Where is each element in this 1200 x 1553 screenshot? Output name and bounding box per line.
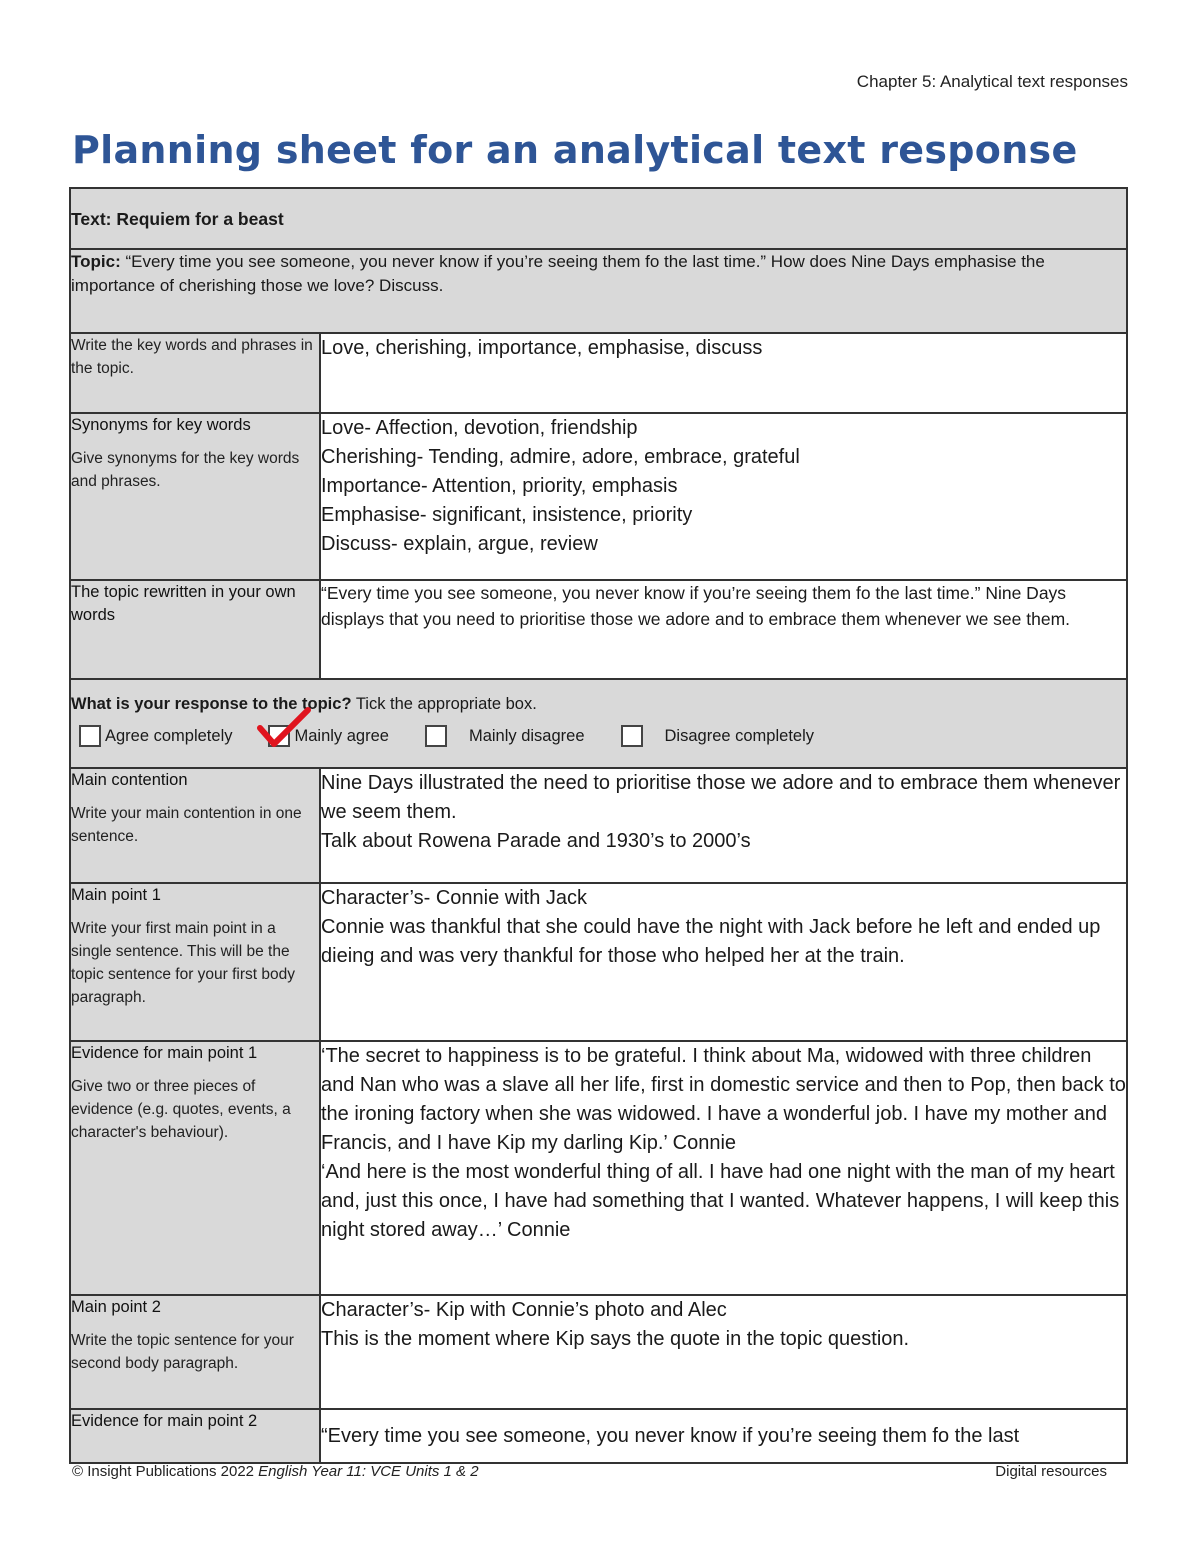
- key-words-answer[interactable]: [320, 333, 1127, 413]
- evidence-2-heading: Evidence for main point 2: [71, 1412, 258, 1430]
- synonyms-row: [70, 413, 1127, 580]
- topic-label: Topic:: [71, 252, 121, 271]
- main-point-1-heading: Main point 1: [71, 886, 161, 904]
- option-disagree-completely[interactable]: [621, 724, 814, 748]
- option-label: Disagree completely: [664, 727, 814, 745]
- evidence-1-answer[interactable]: [320, 1041, 1127, 1295]
- main-contention-row: [70, 768, 1127, 883]
- topic-text: “Every time you see someone, you never know if you’re seeing them fo the last time.” How does Nine Days emphasise the importance of cherishing those we love? Discuss.: [71, 252, 1045, 295]
- main-point-1-label-cell: [70, 883, 320, 1041]
- synonym-line: Discuss- explain, argue, review: [321, 533, 598, 555]
- topic-row: [70, 249, 1127, 333]
- text-row: [70, 188, 1127, 249]
- rewritten-label-cell: [70, 580, 320, 679]
- response-row: [70, 679, 1127, 768]
- evidence-2-text: “Every time you see someone, you never know if you’re seeing them fo the last: [321, 1425, 1020, 1447]
- main-point-1-instruction: Write your first main point in a single sentence. This will be the topic sentence for your first body paragraph.: [71, 920, 296, 1006]
- option-mainly-agree[interactable]: [268, 724, 388, 748]
- evidence-2-label-cell: [70, 1409, 320, 1463]
- response-options: [79, 724, 1126, 748]
- rewritten-answer[interactable]: [320, 580, 1127, 679]
- evidence-2-answer[interactable]: [320, 1409, 1127, 1463]
- key-words-row: [70, 333, 1127, 413]
- main-point-2-answer[interactable]: [320, 1295, 1127, 1409]
- key-words-instruction: Write the key words and phrases in the topic.: [71, 337, 313, 377]
- response-question: What is your response to the topic?: [71, 695, 352, 713]
- main-contention-line: Talk about Rowena Parade and 1930’s to 2000’s: [321, 830, 751, 852]
- option-mainly-disagree[interactable]: [425, 724, 585, 748]
- book-title: English Year 11: VCE Units 1 & 2: [258, 1463, 479, 1480]
- main-point-2-row: [70, 1295, 1127, 1409]
- evidence-1-label-cell: [70, 1041, 320, 1295]
- evidence-1-heading: Evidence for main point 1: [71, 1044, 258, 1062]
- rewritten-heading: The topic rewritten in your own words: [71, 583, 296, 624]
- main-contention-instruction: Write your main contention in one sentence.: [71, 805, 302, 845]
- footer-digital-resources: Digital resources: [995, 1463, 1107, 1480]
- evidence-1-row: [70, 1041, 1127, 1295]
- key-words-label-cell: [70, 333, 320, 413]
- option-label: Agree completely: [105, 727, 233, 745]
- synonym-line: Cherishing- Tending, admire, adore, embrace, grateful: [321, 446, 800, 468]
- synonym-line: Love- Affection, devotion, friendship: [321, 417, 638, 439]
- checkbox[interactable]: [79, 725, 101, 747]
- checkbox[interactable]: [425, 725, 447, 747]
- rewritten-text: “Every time you see someone, you never know if you’re seeing them fo the last time.” Nine Days displays that you need to prioritise those we adore and to embrace them whenever we see them.: [321, 583, 1071, 629]
- main-point-1-line: Character’s- Connie with Jack: [321, 887, 588, 909]
- option-label: Mainly agree: [294, 727, 389, 745]
- evidence-2-row: [70, 1409, 1127, 1463]
- option-agree-completely[interactable]: [79, 724, 232, 748]
- key-words-text: Love, cherishing, importance, emphasise, discuss: [321, 337, 763, 359]
- chapter-header: Chapter 5: Analytical text responses: [856, 72, 1128, 91]
- planning-table: [69, 187, 1128, 1464]
- evidence-1-instruction: Give two or three pieces of evidence (e.g. quotes, events, a character's behaviour).: [71, 1078, 291, 1141]
- synonyms-instruction: Give synonyms for the key words and phrases.: [71, 450, 300, 490]
- synonyms-label-cell: [70, 413, 320, 580]
- option-label: Mainly disagree: [468, 727, 585, 745]
- topic-cell: [70, 249, 1127, 333]
- evidence-1-quote: ‘And here is the most wonderful thing of all. I have had one night with the man of my heart and, just this once, I have had something that I wanted. Whatever happens, I will keep this night stored away…’ Connie: [321, 1161, 1120, 1241]
- checkmark-icon: [256, 706, 314, 750]
- synonyms-heading: Synonyms for key words: [71, 416, 251, 434]
- main-contention-answer[interactable]: [320, 768, 1127, 883]
- page-title: Planning sheet for an analytical text response: [72, 128, 1078, 172]
- synonyms-answer[interactable]: [320, 413, 1127, 580]
- main-point-1-row: [70, 883, 1127, 1041]
- response-cell: [70, 679, 1127, 768]
- main-contention-line: Nine Days illustrated the need to prioritise those we adore and to embrace them whenever we seem them.: [321, 772, 1121, 823]
- response-instruction: Tick the appropriate box.: [351, 695, 537, 713]
- main-point-1-answer[interactable]: [320, 883, 1127, 1041]
- copyright-text: © Insight Publications 2022: [72, 1463, 259, 1480]
- rewritten-row: [70, 580, 1127, 679]
- main-contention-heading: Main contention: [71, 771, 188, 789]
- footer-copyright: [72, 1463, 479, 1480]
- checkbox[interactable]: [621, 725, 643, 747]
- synonym-line: Importance- Attention, priority, emphasis: [321, 475, 678, 497]
- main-point-2-line: Character’s- Kip with Connie’s photo and Alec: [321, 1299, 727, 1321]
- text-title: Text: Requiem for a beast: [70, 188, 1127, 249]
- main-point-1-line: Connie was thankful that she could have the night with Jack before he left and ended up dieing and was very thankful for those who helped her at the train.: [321, 916, 1101, 967]
- main-point-2-line: This is the moment where Kip says the quote in the topic question.: [321, 1328, 910, 1350]
- evidence-1-quote: ‘The secret to happiness is to be grateful. I think about Ma, widowed with three children and Nan who was a slave all her life, first in domestic service and then to Pop, then back to the ironing factory when she was widowed. I have a wonderful job. I have my mother and Francis, and I have Kip my darling Kip.’ Connie: [321, 1045, 1126, 1154]
- main-point-2-label-cell: [70, 1295, 320, 1409]
- main-contention-label-cell: [70, 768, 320, 883]
- main-point-2-heading: Main point 2: [71, 1298, 161, 1316]
- synonym-line: Emphasise- significant, insistence, priority: [321, 504, 693, 526]
- main-point-2-instruction: Write the topic sentence for your second body paragraph.: [71, 1332, 294, 1372]
